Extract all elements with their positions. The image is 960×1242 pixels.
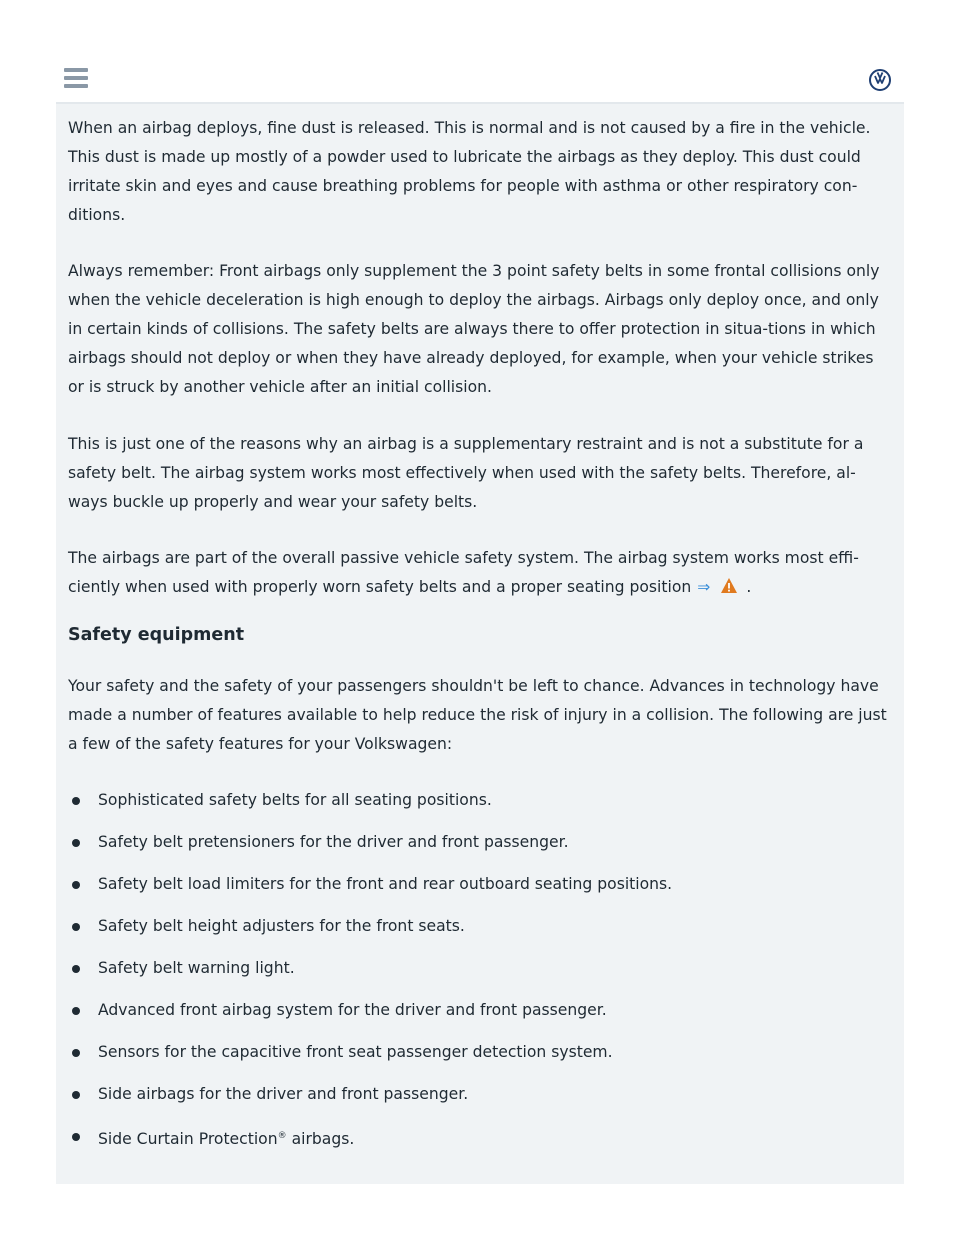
- list-item: Side Curtain Protection® airbags.: [68, 1122, 892, 1164]
- list-item: Sensors for the capacitive front seat passenger detection system.: [68, 1038, 892, 1080]
- section-heading: Safety equipment: [68, 625, 245, 645]
- bullet-icon: [72, 1133, 80, 1141]
- bullet-icon: [72, 839, 80, 847]
- bullet-icon: [72, 923, 80, 931]
- paragraph-airbag-dust: When an airbag deploys, fine dust is released. This is normal and is not caused by a fire in the vehicle. This dust is made up mostly of a powder used to lubricate the airbags as they deploy. This dust could irritate skin and eyes and cause breathing problems for people with asthma or other respiratory con-ditions.: [68, 119, 871, 224]
- period: .: [746, 578, 752, 596]
- safety-features-list: [68, 786, 892, 1164]
- paragraph-passive-safety: [68, 544, 892, 602]
- hamburger-menu-icon[interactable]: [64, 68, 90, 90]
- top-bar: [56, 56, 904, 104]
- bullet-icon: [72, 797, 80, 805]
- bullet-icon: [72, 881, 80, 889]
- list-item: Advanced front airbag system for the driver and front passenger.: [68, 996, 892, 1038]
- bullet-icon: [72, 1091, 80, 1099]
- paragraph-passive-safety-text: The airbags are part of the overall passive vehicle safety system. The airbag system works most effi-ciently when used with properly worn safety belts and a proper seating position: [68, 549, 859, 596]
- list-item: Safety belt load limiters for the front and rear outboard seating positions.: [68, 870, 892, 912]
- list-item: Safety belt pretensioners for the driver and front passenger.: [68, 828, 892, 870]
- vw-logo-icon[interactable]: [868, 68, 892, 92]
- paragraph-always-remember: Always remember: Front airbags only supplement the 3 point safety belts in some frontal collisions only when the vehicle deceleration is high enough to deploy the airbags. Airbags only deploy once, and only in certain kinds of collisions. The safety belts are always there to offer protection in situa-tions in which airbags should not deploy or when they have already deployed, for example, when your vehicle strikes or is struck by another vehicle after an initial collision.: [68, 262, 880, 396]
- bullet-icon: [72, 965, 80, 973]
- content-area: [56, 104, 904, 1184]
- reference-arrow[interactable]: ⇒: [697, 578, 711, 596]
- list-item: Safety belt warning light.: [68, 954, 892, 996]
- list-item: Sophisticated safety belts for all seating positions.: [68, 786, 892, 828]
- paragraph-supplementary-restraint: This is just one of the reasons why an airbag is a supplementary restraint and is not a substitute for a safety belt. The airbag system works most effectively when used with the safety belts. Therefore, al-ways buckle up properly and wear your safety belts.: [68, 435, 864, 511]
- paragraph-intro: Your safety and the safety of your passengers shouldn't be left to chance. Advances in technology have made a number of features available to help reduce the risk of injury in a collision. The following are just a few of the safety features for your Volkswagen:: [68, 677, 887, 753]
- list-item: Safety belt height adjusters for the front seats.: [68, 912, 892, 954]
- list-item: Side airbags for the driver and front passenger.: [68, 1080, 892, 1122]
- warning-triangle-icon[interactable]: [720, 577, 738, 594]
- bullet-icon: [72, 1049, 80, 1057]
- bullet-icon: [72, 1007, 80, 1015]
